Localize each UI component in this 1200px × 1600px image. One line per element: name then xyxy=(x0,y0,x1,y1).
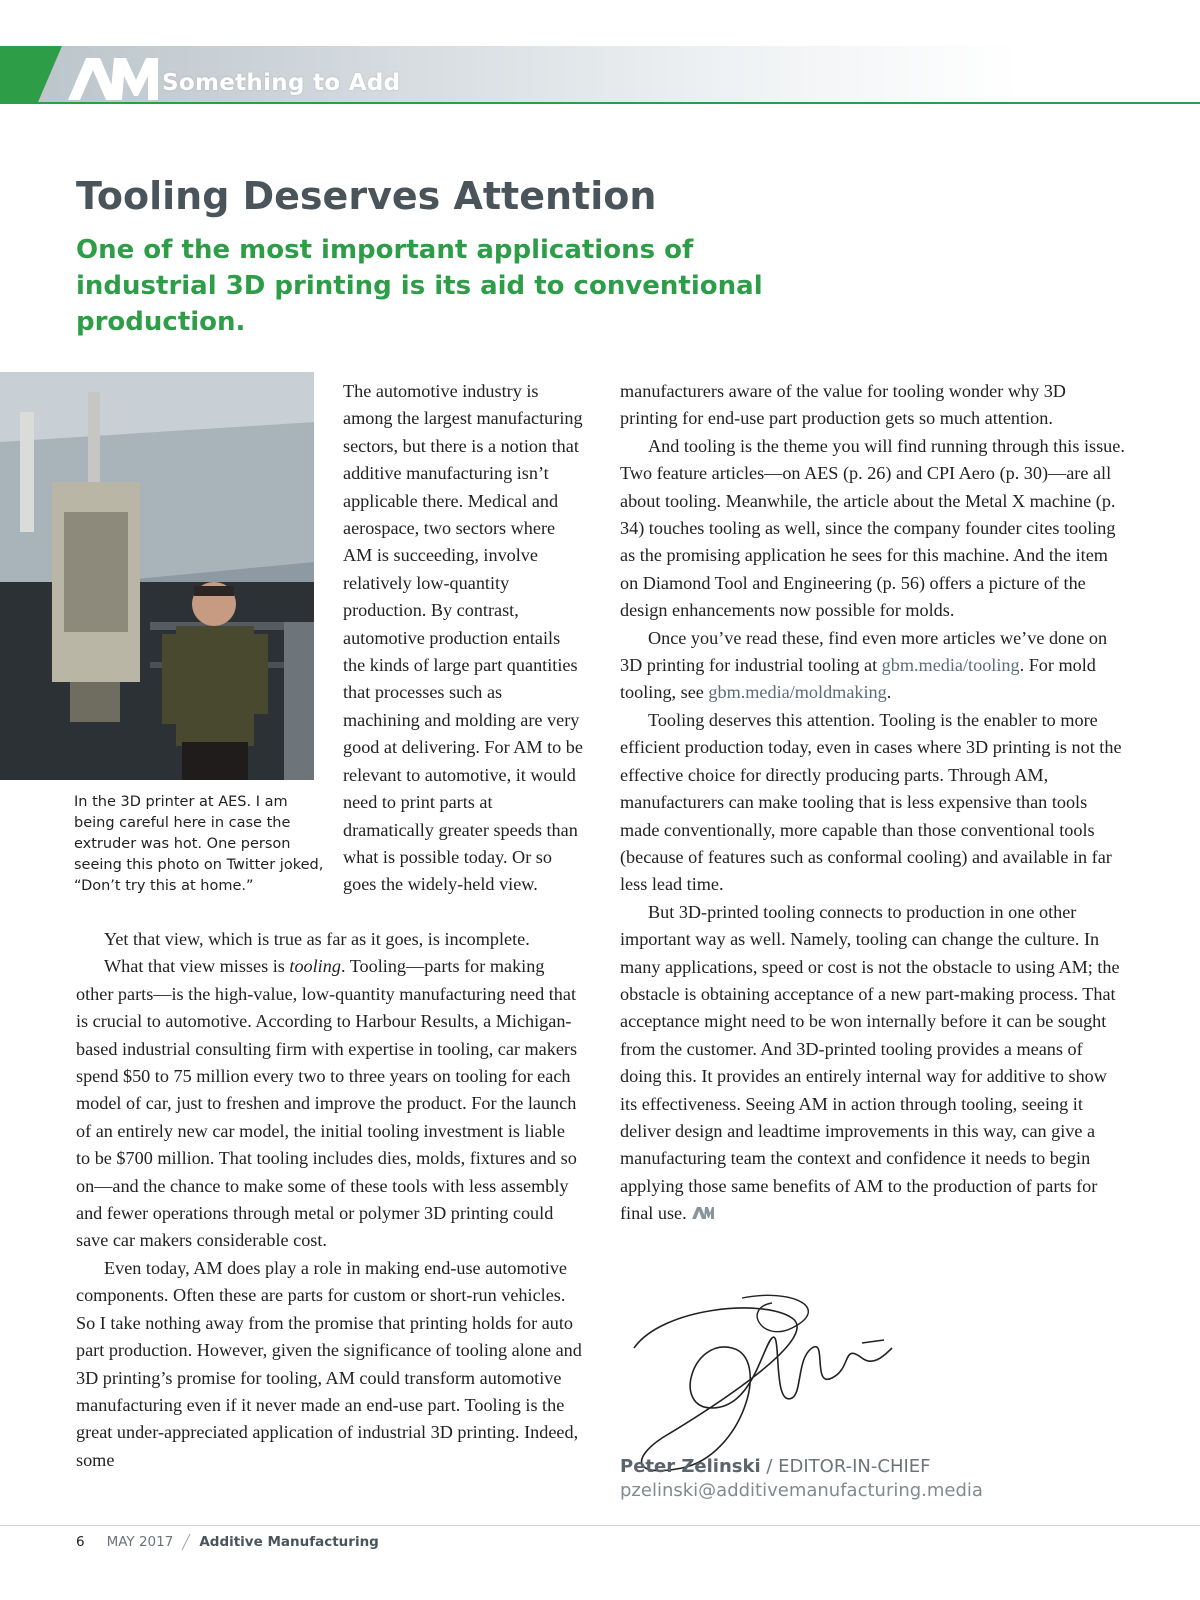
column-1-bottom xyxy=(76,926,583,1474)
body-paragraph: Tooling deserves this attention. Tooling is the enabler to more efficient production today, even in cases where 3D printing is not the effective choice for directly producing parts. Through AM, manufacturers can make tooling that is less expensive than tools made conventionally, more capable than those conventional tools (because of features such as conformal cooling) and available in far less lead time. xyxy=(620,709,1122,895)
am-endmark-icon xyxy=(691,1206,715,1220)
article-photo xyxy=(0,372,314,780)
body-paragraph: manufacturers aware of the value for tooling wonder why 3D printing for end-use part production gets so much attention. xyxy=(620,381,1066,429)
page-number: 6 xyxy=(76,1534,85,1550)
text-run: . Tooling—parts for making other parts—is the high-value, low-quantity manufacturing need that is crucial to automotive. According to Harbour Results, a Michigan-based industrial consulting firm with expertise in tooling, car makers spend $50 to 75 million every two to three years on tooling for each model of car, just to freshen and improve the product. For the launch of an entirely new car model, the initial tooling investment is liable to be $700 million. That tooling includes dies, molds, fixtures and so on—and the chance to make some of these tools with less assembly and fewer operations through metal or polymer 3D printing could save car makers considerable cost. xyxy=(76,956,578,1251)
author-name: Peter Zelinski xyxy=(620,1456,761,1477)
link-moldmaking[interactable]: gbm.media/moldmaking xyxy=(708,682,887,703)
author-separator: / xyxy=(760,1456,779,1477)
text-run: What that view misses is xyxy=(104,956,290,977)
signature-graphic xyxy=(622,1288,912,1478)
text-run: . For mold tooling, see xyxy=(620,655,1096,703)
article-subtitle: One of the most important applications of industrial 3D printing is its aid to conventional production. xyxy=(76,235,763,337)
column-2 xyxy=(620,378,1127,1228)
page-footer xyxy=(76,1533,379,1551)
body-paragraph xyxy=(76,953,583,1254)
body-paragraph xyxy=(620,899,1127,1228)
author-title: EDITOR-IN-CHIEF xyxy=(778,1456,931,1477)
issue-date: MAY 2017 xyxy=(106,1534,174,1550)
body-paragraph: And tooling is the theme you will find running through this issue. Two feature articles—on AES (p. 26) and CPI Aero (p. 30)—are all about tooling. Meanwhile, the article about the Metal X machine (p. 34) touches tooling as well, since the company founder cites tooling as the promising application he sees for this machine. And the item on Diamond Tool and Engineering (p. 56) offers a picture of the design enhancements now possible for molds. xyxy=(620,435,1125,621)
header-rule xyxy=(0,102,1200,104)
photo-caption: In the 3D printer at AES. I am being careful here in case the extruder was hot. One person seeing this photo on Twitter joked, “Don’t try this at home.” xyxy=(74,794,324,894)
emphasis-tooling: tooling xyxy=(289,956,341,977)
text-run: But 3D-printed tooling connects to production in one other important way as well. Namely, tooling can change the culture. In many applications, speed or cost is not the obstacle to using AM; the obstacle is obtaining acceptance of a new part-making process. That acceptance might need to be won internally before it can be sought from the customer. And 3D-printed tooling provides a means of doing this. It provides an entirely internal way for additive to show its effectiveness. Seeing AM in action through tooling, seeing it deliver design and leadtime improvements in this way, can give a manufacturing team the context and confidence it needs to begin applying those same benefits of AM to the production of parts for final use. xyxy=(620,901,1120,1224)
section-label: Something to Add xyxy=(162,70,401,96)
author-line xyxy=(620,1456,931,1477)
body-paragraph xyxy=(620,625,1127,707)
footer-rule xyxy=(0,1525,1200,1526)
publication-name: Additive Manufacturing xyxy=(199,1534,379,1550)
column-1-top xyxy=(343,378,583,899)
link-tooling[interactable]: gbm.media/tooling xyxy=(881,655,1020,676)
body-paragraph: Yet that view, which is true as far as it goes, is incomplete. xyxy=(104,929,530,949)
article-title: Tooling Deserves Attention xyxy=(76,174,657,218)
body-paragraph: The automotive industry is among the largest manufacturing sectors, but there is a notion that additive manufacturing isn’t applicable there. Medical and aerospace, two sectors where AM is succeeding, involve relatively low-quantity production. By contrast, automotive production entails the kinds of large part quantities that processes such as machining and molding are very good at delivering. For AM to be relevant to automotive, it would need to print parts at dramatically greater speeds than what is possible today. Or so goes the widely-held view. xyxy=(343,381,583,895)
text-run: Once you’ve read these, find even more articles we’ve done on 3D printing for industrial tooling at xyxy=(620,627,1108,676)
body-paragraph: Even today, AM does play a role in making end-use automotive components. Often these are parts for custom or short-run vehicles. So I take nothing away from the promise that printing holds for auto part production. However, given the significance of tooling alone and 3D printing’s promise for tooling, AM could transform automotive manufacturing even if it never made an end-use part. Tooling is the great under-appreciated application of industrial 3D printing. Indeed, some xyxy=(76,1257,582,1470)
text-run: . xyxy=(886,682,892,703)
author-email[interactable]: pzelinski@additivemanufacturing.media xyxy=(620,1480,983,1501)
footer-slash-icon xyxy=(181,1533,191,1551)
am-logo-icon xyxy=(60,54,160,102)
